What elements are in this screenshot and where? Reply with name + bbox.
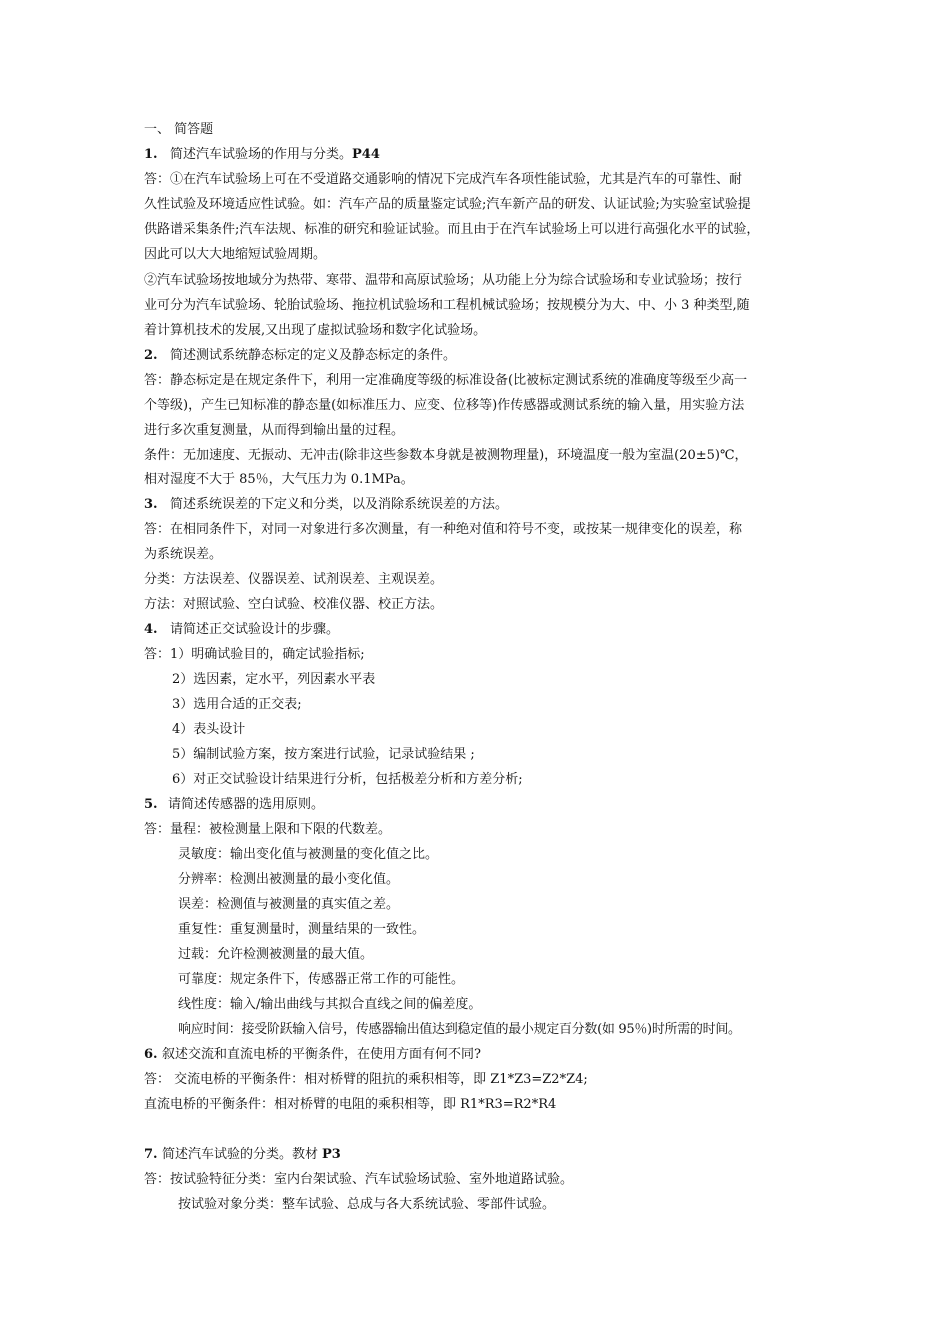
answer-line: 答：按试验特征分类：室内台架试验、汽车试验场试验、室外地道路试验。 [144,1172,574,1187]
answer-item: 重复性：重复测量时，测量结果的一致性。 [178,922,426,937]
answer-line: 直流电桥的平衡条件：相对桥臂的电阻的乘积相等，即 R1*R3=R2*R4 [144,1097,557,1112]
question-number: 7. [144,1147,158,1162]
question-title: 简述系统误差的下定义和分类，以及消除系统误差的方法。 [170,497,509,512]
question-title: 请简述正交试验设计的步骤。 [170,622,340,637]
question-1-heading [144,146,380,164]
answer-line: 条件：无加速度、无振动、无冲击(除非这些参数本身就是被测物理量)，环境温度一般为室温(20±5)℃， [144,448,748,463]
answer-item: 分辨率：检测出被测量的最小变化值。 [178,872,400,887]
answer-item: 灵敏度：输出变化值与被测量的变化值之比。 [178,847,439,862]
answer-line: 方法：对照试验、空白试验、校准仪器、校正方法。 [144,597,444,612]
question-7-heading [144,1146,341,1164]
question-6-heading [144,1046,481,1064]
question-number: 1. [144,147,158,162]
question-number: 4. [144,622,158,637]
question-title: 简述汽车试验的分类。教材 [162,1147,319,1162]
question-2-heading [144,347,456,365]
answer-line: 供路谱采集条件;汽车法规、标准的研究和验证试验。而且由于在汽车试验场上可以进行高强化水平的试验， [144,222,760,237]
question-title: 简述汽车试验场的作用与分类。 [170,147,353,162]
answer-line: 分类：方法误差、仪器误差、试剂误差、主观误差。 [144,572,444,587]
section-heading: 一、 简答题 [144,122,214,137]
question-number: 6. [144,1047,158,1062]
answer-step: 2）选因素，定水平，列因素水平表 [172,672,376,687]
question-number: 5. [144,797,158,812]
answer-item: 响应时间：接受阶跃输入信号，传感器输出值达到稳定值的最小规定百分数(如 95％)时所需的时间。 [178,1022,741,1037]
answer-line: 答：1）明确试验目的，确定试验指标; [144,647,365,662]
question-title: 叙述交流和直流电桥的平衡条件，在使用方面有何不同? [162,1047,481,1062]
answer-item: 误差：检测值与被测量的真实值之差。 [178,897,400,912]
answer-line: 答：在相同条件下，对同一对象进行多次测量，有一种绝对值和符号不变，或按某一规律变化的误差，称 [144,522,743,537]
answer-line: 因此可以大大地缩短试验周期。 [144,247,327,262]
page-reference: P44 [352,147,380,162]
answer-step: 3）选用合适的正交表; [172,697,302,712]
question-title: 请简述传感器的选用原则。 [168,797,325,812]
question-number: 2. [144,348,158,363]
answer-line: 相对湿度不大于 85％，大气压力为 0.1MPa。 [144,472,414,487]
answer-line: 久性试验及环境适应性试验。如：汽车产品的质量鉴定试验;汽车新产品的研发、认证试验;为实验室试验提 [144,197,751,212]
answer-line: 进行多次重复测量，从而得到输出量的过程。 [144,423,405,438]
answer-item: 线性度：输入/输出曲线与其拟合直线之间的偏差度。 [178,997,482,1012]
answer-line: 业可分为汽车试验场、轮胎试验场、拖拉机试验场和工程机械试验场；按规模分为大、中、小 3 种类型,随 [144,298,750,313]
answer-line: ②汽车试验场按地域分为热带、寒带、温带和高原试验场；从功能上分为综合试验场和专业试验场；按行 [144,273,743,288]
question-4-heading [144,621,339,639]
answer-line: 答： 交流电桥的平衡条件：相对桥臂的阻抗的乘积相等，即 Z1*Z3=Z2*Z4; [144,1072,588,1087]
answer-item: 可靠度：规定条件下，传感器正常工作的可能性。 [178,972,465,987]
answer-line: 答：①在汽车试验场上可在不受道路交通影响的情况下完成汽车各项性能试验，尤其是汽车的可靠性、耐 [144,172,743,187]
answer-line: 为系统误差。 [144,547,223,562]
answer-step: 4）表头设计 [172,722,246,737]
question-3-heading [144,496,508,514]
answer-step: 5）编制试验方案，按方案进行试验，记录试验结果 ; [172,747,475,762]
answer-item: 过载：允许检测被测量的最大值。 [178,947,374,962]
answer-line: 个等级)，产生已知标准的静态量(如标准压力、应变、位移等)作传感器或测试系统的输入量，用实验方法 [144,398,745,413]
page-reference: P3 [322,1147,341,1162]
answer-line: 答：量程：被检测量上限和下限的代数差。 [144,822,392,837]
answer-line: 答：静态标定是在规定条件下，利用一定准确度等级的标准设备(比被标定测试系统的准确度等级至少高一 [144,373,748,388]
answer-line: 着计算机技术的发展,又出现了虚拟试验场和数字化试验场。 [144,323,487,338]
answer-step: 6）对正交试验设计结果进行分析，包括极差分析和方差分析; [172,772,523,787]
question-5-heading [144,796,324,814]
answer-item: 按试验对象分类：整车试验、总成与各大系统试验、零部件试验。 [178,1197,556,1212]
question-number: 3. [144,497,158,512]
question-title: 简述测试系统静态标定的定义及静态标定的条件。 [170,348,457,363]
